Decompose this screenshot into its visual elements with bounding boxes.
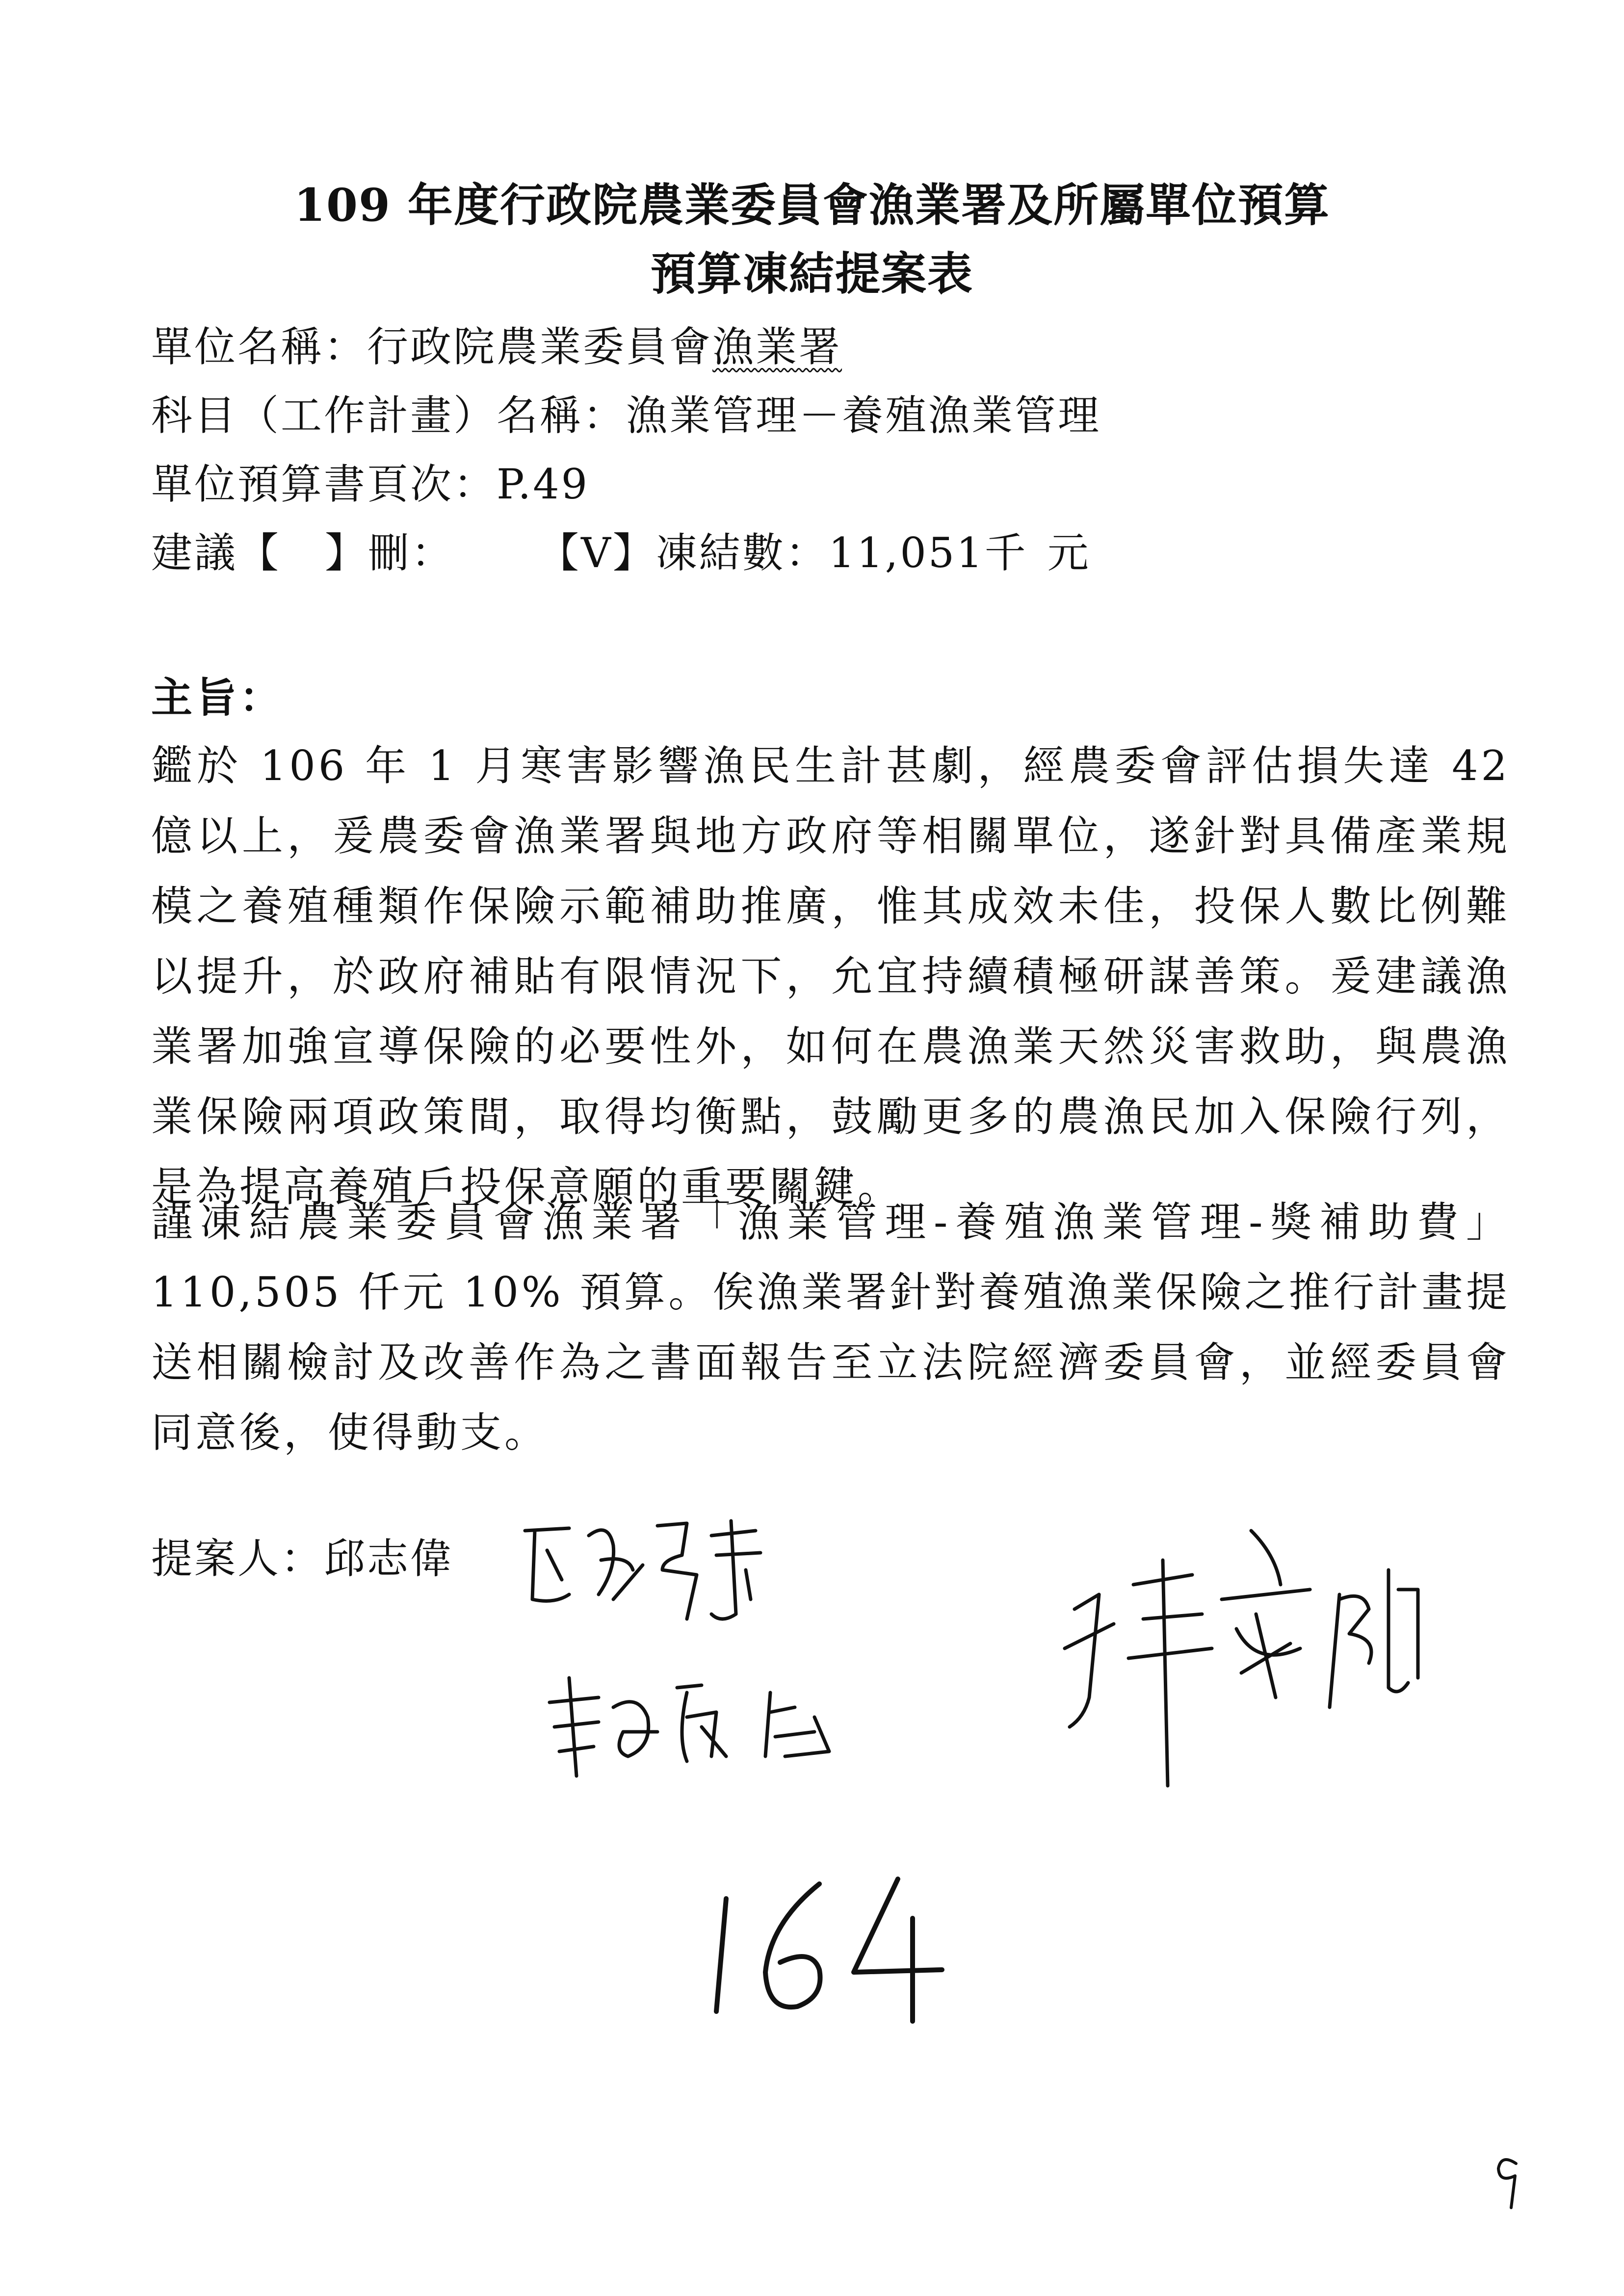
handwritten-number <box>707 1864 962 2028</box>
freeze-amount: 11,051 <box>828 529 985 577</box>
signature-1 <box>515 1501 770 1634</box>
page-ref-row <box>151 451 589 511</box>
proposer-row <box>151 1526 453 1585</box>
freeze-mark: V <box>581 529 613 577</box>
purpose-paragraph-2: 謹凍結農業委員會漁業署「漁業管理-養殖漁業管理-獎補助費」110,505 仟元 10% 預算。俟漁業署針對養殖漁業保險之推行計畫提送相關檢討及改善作為之書面報告至立法院經濟委員會，並經委員會同意後，使得動支。 <box>151 1198 1510 1457</box>
unit-name-underlined: 漁業署 <box>712 323 842 371</box>
page-ref-label: 單位預算書頁次： <box>151 460 497 508</box>
purpose-paragraph-1: 鑑於 106 年 1 月寒害影響漁民生計甚劇，經農委會評估損失達 42 億以上，爰農委會漁業署與地方政府等相關單位，遂針對具備產業規模之養殖種類作保險示範補助推廣，惟其成效未佳，投保人數比例難以提升，於政府補貼有限情況下，允宜持續積極研謀善策。爰建議漁業署加強宣導保險的必要性外，如何在農漁業天然災害救助，與農漁業保險兩項政策間，取得均衡點，鼓勵更多的農漁民加入保險行列，是為提高養殖戶投保意願的重要關鍵。 <box>151 742 1510 1211</box>
delete-bracket-open: 【 <box>237 529 281 577</box>
suggestion-row <box>151 520 1091 579</box>
subject-value: 漁業管理－養殖漁業管理 <box>626 391 1101 440</box>
freeze-bracket-open: 【 <box>538 529 581 577</box>
proposer-label: 提案人： <box>151 1535 324 1583</box>
unit-name-label: 單位名稱： <box>151 323 367 371</box>
proposer-name: 邱志偉 <box>324 1535 454 1583</box>
delete-bracket-close: 】刪： <box>325 529 455 577</box>
subject-label: 科目（工作計畫）名稱： <box>151 391 627 440</box>
suggestion-prefix: 建議 <box>151 529 238 577</box>
page-number-strokes <box>1492 2149 1526 2213</box>
unit-name-row <box>151 314 842 373</box>
signature-2 <box>540 1658 854 1786</box>
document-subtitle: 預算凍結提案表 <box>650 247 973 300</box>
purpose-heading: 主旨： <box>151 673 284 722</box>
page-number-mark <box>1492 2149 1526 2215</box>
signature-3 <box>1045 1521 1438 1796</box>
freeze-bracket-close: 】凍結數： <box>612 529 829 577</box>
unit-name-value: 行政院農業委員會 <box>367 323 713 371</box>
document-title: 109 年度行政院農業委員會漁業署及所屬單位預算 <box>293 179 1331 232</box>
freeze-currency: 元 <box>1047 529 1091 577</box>
handwritten-number-strokes <box>707 1864 962 2026</box>
subject-row <box>151 383 1101 442</box>
freeze-unit-handwritten: 千 <box>984 529 1028 577</box>
page-ref-value: P.49 <box>497 460 590 508</box>
